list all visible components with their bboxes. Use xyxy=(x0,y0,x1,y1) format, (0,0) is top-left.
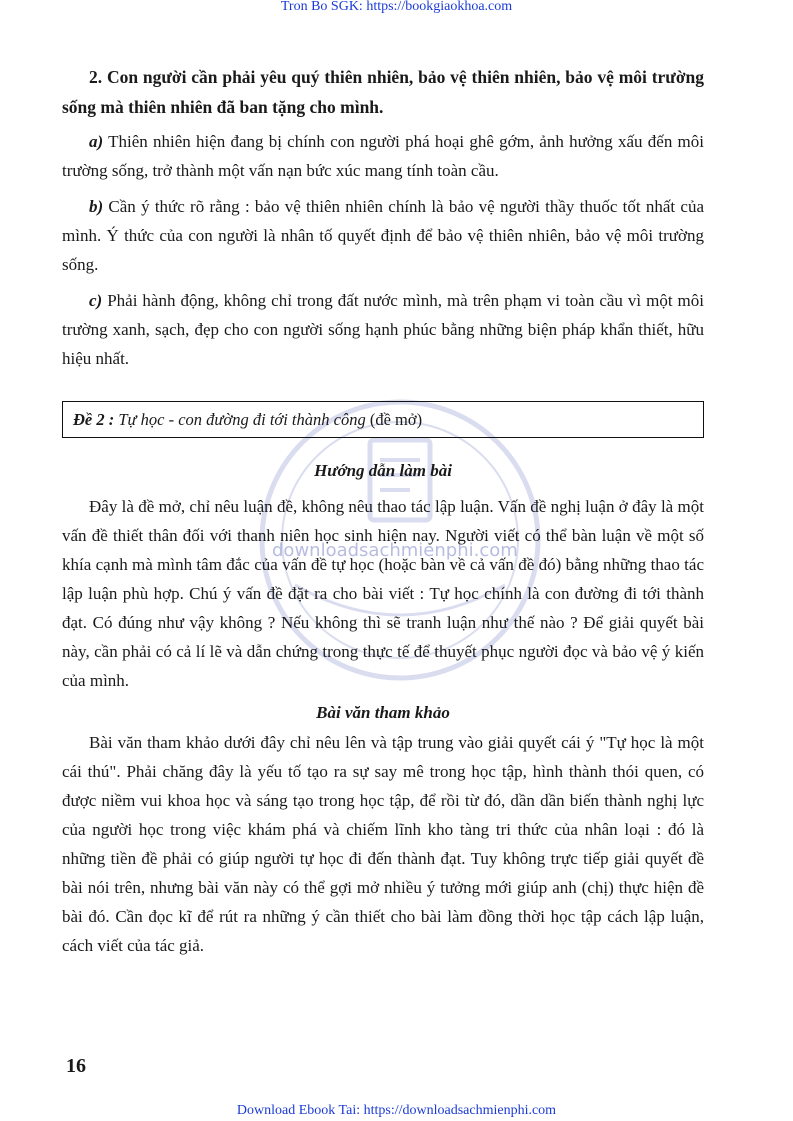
item-text: Cần ý thức rõ rằng : bảo vệ thiên nhiên chính là bảo vệ người thầy thuốc tốt nhất của mình. Ý thức của con người là nhân tố quyết định để bảo vệ thiên nhiên, bảo vệ môi trường sống. xyxy=(62,197,704,274)
reference-body: Bài văn tham khảo dưới đây chỉ nêu lên và tập trung vào giải quyết cái ý "Tự học là một cái thú". Phải chăng đây là yếu tố tạo ra sự say mê trong học tập, hình thành thói quen, có được niềm vui khoa học và sáng tạo trong học tập, để rồi từ đó, dần dần biến thành nghị lực của người học trong việc khám phá và chiếm lĩnh kho tàng tri thức của nhân loại : đó là những tiền đề phải có giúp người tự học đi đến thành đạt. Tuy không trực tiếp giải quyết đề bài nói trên, nhưng bài văn này có thể gợi mở nhiều ý tưởng mới giúp anh (chị) thực hiện đề bài đó. Cần đọc kĩ để rút ra những ý cần thiết cho bài làm đồng thời học tập cách lập luận, cách viết của tác giả. xyxy=(62,733,704,955)
reference-title: Bài văn tham khảo xyxy=(316,703,450,722)
topic-label: Đề 2 : xyxy=(73,410,115,429)
section-heading: 2. Con người cần phải yêu quý thiên nhiên, bảo vệ thiên nhiên, bảo vệ môi trường sống mà thiên nhiên đã ban tặng cho mình. xyxy=(62,67,704,117)
download-link[interactable]: Download Ebook Tai: https://downloadsachmienphi.com xyxy=(236,1103,557,1118)
item-c xyxy=(62,286,704,373)
page-content xyxy=(62,62,704,967)
page-number: 16 xyxy=(66,1055,86,1077)
source-link[interactable]: Tron Bo SGK: https://bookgiaokhoa.com xyxy=(280,0,513,14)
topic-note: (đề mở) xyxy=(365,410,423,429)
topic-box xyxy=(62,401,704,438)
watermark-text: downloadsachmienphi.com xyxy=(272,540,518,561)
item-label: c) xyxy=(89,291,103,310)
item-b xyxy=(62,192,704,279)
guide-title: Hướng dẫn làm bài xyxy=(314,461,452,480)
item-label: b) xyxy=(89,197,104,216)
item-label: a) xyxy=(89,132,104,151)
topic-title: Tự học - con đường đi tới thành công xyxy=(114,410,366,429)
item-text: Phải hành động, không chỉ trong đất nước mình, mà trên phạm vi toàn cầu vì một môi trường xanh, sạch, đẹp cho con người sống hạnh phúc bằng những biện pháp khẩn thiết, hữu hiệu nhất. xyxy=(62,291,704,368)
guide-body: Đây là đề mở, chỉ nêu luận đề, không nêu thao tác lập luận. Vấn đề nghị luận ở đây là một vấn đề thiết thân đối với thanh niên học sinh hiện nay. Người viết có thể bàn luận về một số khía cạnh mà mình tâm đắc của vấn đề tự học (hoặc bàn về cả vấn đề đó) bằng những thao tác lập luận phù hợp. Chú ý vấn đề đặt ra cho bài viết : Tự học chính là con đường đi tới thành đạt. Có đúng như vậy không ? Nếu không thì sẽ tranh luận như thế nào ? Để giải quyết bài này, cần phải có cả lí lẽ và dẫn chứng trong thực tế để thuyết phục người đọc và bảo vệ ý kiến của mình. xyxy=(62,497,704,690)
item-text: Thiên nhiên hiện đang bị chính con người phá hoại ghê gớm, ảnh hưởng xấu đến môi trường sống, trở thành một vấn nạn bức xúc mang tính toàn cầu. xyxy=(62,132,704,180)
item-a xyxy=(62,127,704,185)
